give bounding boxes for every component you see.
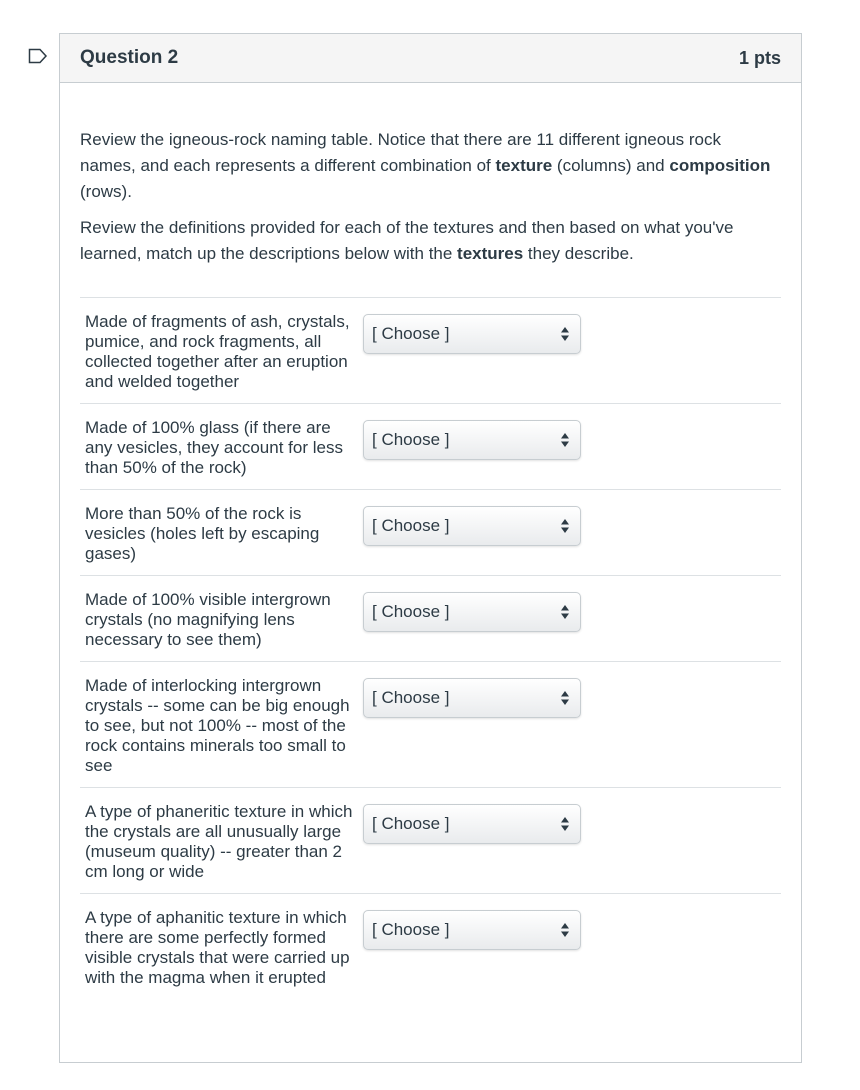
instruction-paragraph-1: Review the igneous-rock naming table. Notice that there are 11 different igneous rock names, and each represents a different combination of texture (columns) and composition (rows). (80, 130, 771, 201)
match-description: Made of 100% visible intergrown crystals (no magnifying lens necessary to see them) (85, 590, 331, 649)
texture-select[interactable] (363, 314, 581, 354)
select-value: [ Choose ] (372, 814, 450, 833)
question-title: Question 2 (80, 47, 179, 68)
match-description: Made of interlocking intergrown crystals -- some can be big enough to see, but not 100% -- most of the rock contains minerals too small to see (85, 676, 350, 775)
question-body (60, 83, 801, 999)
texture-select[interactable] (363, 420, 581, 460)
match-row (80, 404, 781, 490)
select-value: [ Choose ] (372, 602, 450, 621)
select-arrows-icon (560, 603, 570, 621)
select-value: [ Choose ] (372, 516, 450, 535)
texture-select[interactable] (363, 678, 581, 718)
bookmark-flag-icon[interactable] (28, 48, 48, 64)
match-row (80, 490, 781, 576)
texture-select[interactable] (363, 804, 581, 844)
select-value: [ Choose ] (372, 430, 450, 449)
texture-select[interactable] (363, 910, 581, 950)
texture-select[interactable] (363, 506, 581, 546)
match-description: Made of fragments of ash, crystals, pumice, and rock fragments, all collected together after an eruption and welded together (85, 312, 350, 391)
match-row (80, 298, 781, 404)
match-description: Made of 100% glass (if there are any vesicles, they account for less than 50% of the rock) (85, 418, 343, 477)
question-header (60, 34, 801, 83)
question-points: 1 pts (738, 47, 781, 68)
instruction-paragraph-2: Review the definitions provided for each of the textures and then based on what you've learned, match up the descriptions below with the textures they describe. (80, 218, 734, 263)
match-row (80, 788, 781, 894)
match-row (80, 576, 781, 662)
question-card (59, 33, 802, 1063)
match-row (80, 662, 781, 788)
select-arrows-icon (560, 517, 570, 535)
match-description: A type of aphanitic texture in which there are some perfectly formed visible crystals that were carried up with the magma when it erupted (85, 908, 350, 987)
select-arrows-icon (560, 815, 570, 833)
match-description: More than 50% of the rock is vesicles (holes left by escaping gases) (85, 504, 320, 563)
select-arrows-icon (560, 689, 570, 707)
select-arrows-icon (560, 921, 570, 939)
match-description: A type of phaneritic texture in which the crystals are all unusually large (museum quality) -- greater than 2 cm long or wide (85, 802, 353, 881)
select-value: [ Choose ] (372, 920, 450, 939)
select-value: [ Choose ] (372, 324, 450, 343)
texture-select[interactable] (363, 592, 581, 632)
match-row (80, 894, 781, 999)
select-value: [ Choose ] (372, 688, 450, 707)
select-arrows-icon (560, 325, 570, 343)
select-arrows-icon (560, 431, 570, 449)
matching-list (80, 297, 781, 999)
